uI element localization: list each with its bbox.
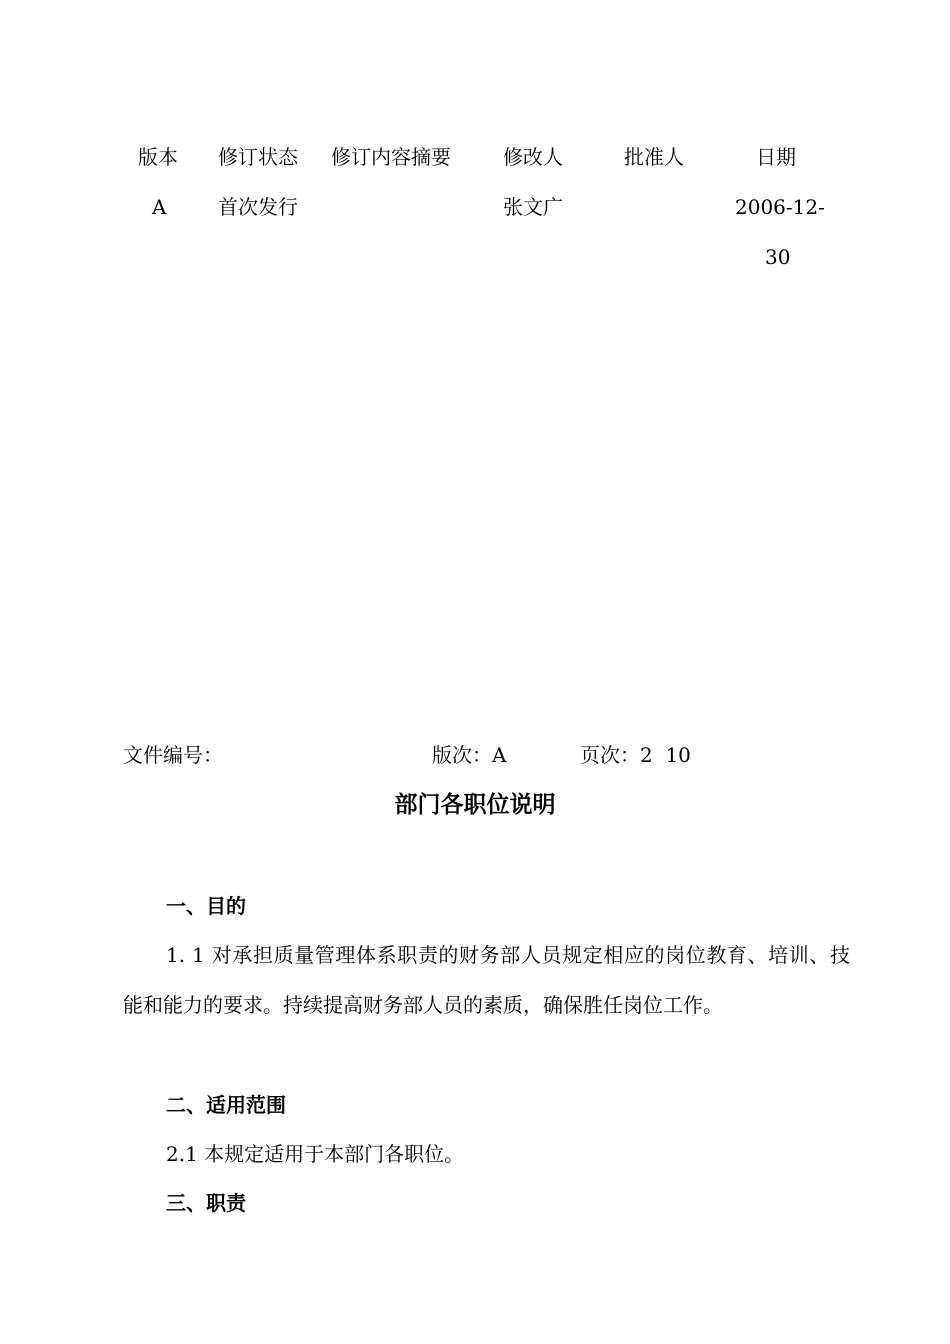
document-title: 部门各职位说明 [394, 792, 556, 818]
table-header-status: 修订状态 [218, 145, 298, 169]
page-number-label: 页次：2 10 [580, 743, 691, 767]
table-header-approver: 批准人 [624, 145, 684, 169]
table-header-version: 版本 [138, 145, 178, 169]
table-header-date: 日期 [756, 145, 796, 169]
section-paragraph-scope: 2.1 本规定适用于本部门各职位。 [166, 1142, 465, 1166]
edition-label: 版次：A [432, 743, 507, 767]
table-cell-modifier: 张文广 [503, 195, 563, 219]
table-cell-date-continued: 30 [765, 245, 791, 269]
table-cell-date: 2006-12- [735, 195, 825, 219]
table-header-modifier: 修改人 [503, 145, 563, 169]
section-paragraph-purpose: 1. 1 对承担质量管理体系职责的财务部人员规定相应的岗位教育、培训、技能和能力的要求。持续提高财务部人员的素质，确保胜任岗位工作。 [123, 943, 850, 1017]
section-heading-purpose: 一、目的 [166, 894, 246, 918]
table-header-summary: 修订内容摘要 [331, 145, 451, 169]
file-number-label: 文件编号： [123, 743, 223, 767]
table-cell-status: 首次发行 [218, 195, 298, 219]
section-heading-scope: 二、适用范围 [166, 1093, 286, 1117]
table-cell-version: A [152, 195, 167, 219]
section-heading-responsibilities: 三、职责 [166, 1191, 246, 1215]
